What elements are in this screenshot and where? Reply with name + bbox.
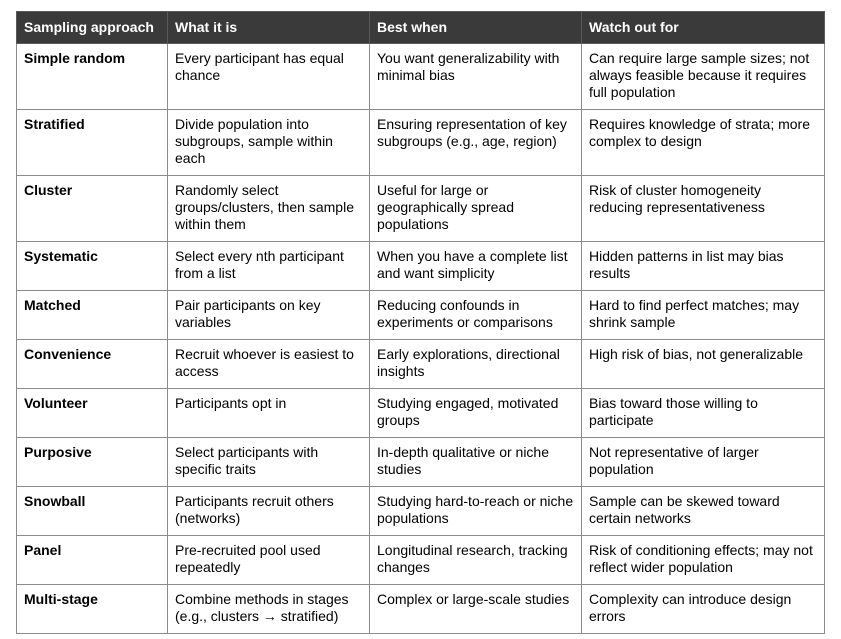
approach-cell: Stratified: [17, 110, 168, 176]
sampling-approaches-table-container: [16, 11, 825, 634]
what-it-is-cell: Participants recruit others (networks): [168, 487, 370, 536]
approach-cell: Purposive: [17, 438, 168, 487]
approach-cell: Systematic: [17, 242, 168, 291]
approach-cell: Convenience: [17, 340, 168, 389]
approach-cell: Panel: [17, 536, 168, 585]
header-best-when: Best when: [370, 12, 582, 44]
what-it-is-cell: Combine methods in stages (e.g., clusters → stratified): [168, 585, 370, 634]
watch-out-cell: Hard to find perfect matches; may shrink sample: [582, 291, 825, 340]
best-when-cell: Longitudinal research, tracking changes: [370, 536, 582, 585]
watch-out-cell: Risk of cluster homogeneity reducing representativeness: [582, 176, 825, 242]
watch-out-cell: Complexity can introduce design errors: [582, 585, 825, 634]
best-when-cell: Studying engaged, motivated groups: [370, 389, 582, 438]
best-when-cell: Reducing confounds in experiments or comparisons: [370, 291, 582, 340]
best-when-cell: Studying hard-to-reach or niche populations: [370, 487, 582, 536]
watch-out-cell: High risk of bias, not generalizable: [582, 340, 825, 389]
best-when-cell: Useful for large or geographically spread populations: [370, 176, 582, 242]
approach-cell: Snowball: [17, 487, 168, 536]
best-when-cell: Early explorations, directional insights: [370, 340, 582, 389]
header-what-it-is: What it is: [168, 12, 370, 44]
what-it-is-cell: Pre-recruited pool used repeatedly: [168, 536, 370, 585]
approach-cell: Cluster: [17, 176, 168, 242]
header-sampling-approach: Sampling approach: [17, 12, 168, 44]
table-row: [17, 487, 825, 536]
header-watch-out-for: Watch out for: [582, 12, 825, 44]
best-when-cell: When you have a complete list and want simplicity: [370, 242, 582, 291]
approach-cell: Volunteer: [17, 389, 168, 438]
watch-out-cell: Requires knowledge of strata; more complex to design: [582, 110, 825, 176]
table-row: [17, 585, 825, 634]
table-row: [17, 110, 825, 176]
sampling-approaches-table: [16, 11, 825, 634]
what-it-is-cell: Randomly select groups/clusters, then sample within them: [168, 176, 370, 242]
best-when-cell: Complex or large-scale studies: [370, 585, 582, 634]
what-it-is-cell: Recruit whoever is easiest to access: [168, 340, 370, 389]
best-when-cell: In-depth qualitative or niche studies: [370, 438, 582, 487]
what-it-is-cell: Participants opt in: [168, 389, 370, 438]
table-row: [17, 438, 825, 487]
best-when-cell: Ensuring representation of key subgroups (e.g., age, region): [370, 110, 582, 176]
table-row: [17, 536, 825, 585]
table-row: [17, 242, 825, 291]
watch-out-cell: Sample can be skewed toward certain networks: [582, 487, 825, 536]
table-header-row: [17, 12, 825, 44]
table-row: [17, 340, 825, 389]
what-it-is-cell: Divide population into subgroups, sample within each: [168, 110, 370, 176]
watch-out-cell: Not representative of larger population: [582, 438, 825, 487]
approach-cell: Multi-stage: [17, 585, 168, 634]
watch-out-cell: Can require large sample sizes; not always feasible because it requires full population: [582, 44, 825, 110]
watch-out-cell: Bias toward those willing to participate: [582, 389, 825, 438]
watch-out-cell: Hidden patterns in list may bias results: [582, 242, 825, 291]
table-row: [17, 291, 825, 340]
table-row: [17, 176, 825, 242]
what-it-is-cell: Pair participants on key variables: [168, 291, 370, 340]
what-it-is-cell: Every participant has equal chance: [168, 44, 370, 110]
what-it-is-cell: Select participants with specific traits: [168, 438, 370, 487]
what-it-is-cell: Select every nth participant from a list: [168, 242, 370, 291]
table-row: [17, 44, 825, 110]
best-when-cell: You want generalizability with minimal bias: [370, 44, 582, 110]
approach-cell: Matched: [17, 291, 168, 340]
watch-out-cell: Risk of conditioning effects; may not reflect wider population: [582, 536, 825, 585]
approach-cell: Simple random: [17, 44, 168, 110]
table-row: [17, 389, 825, 438]
